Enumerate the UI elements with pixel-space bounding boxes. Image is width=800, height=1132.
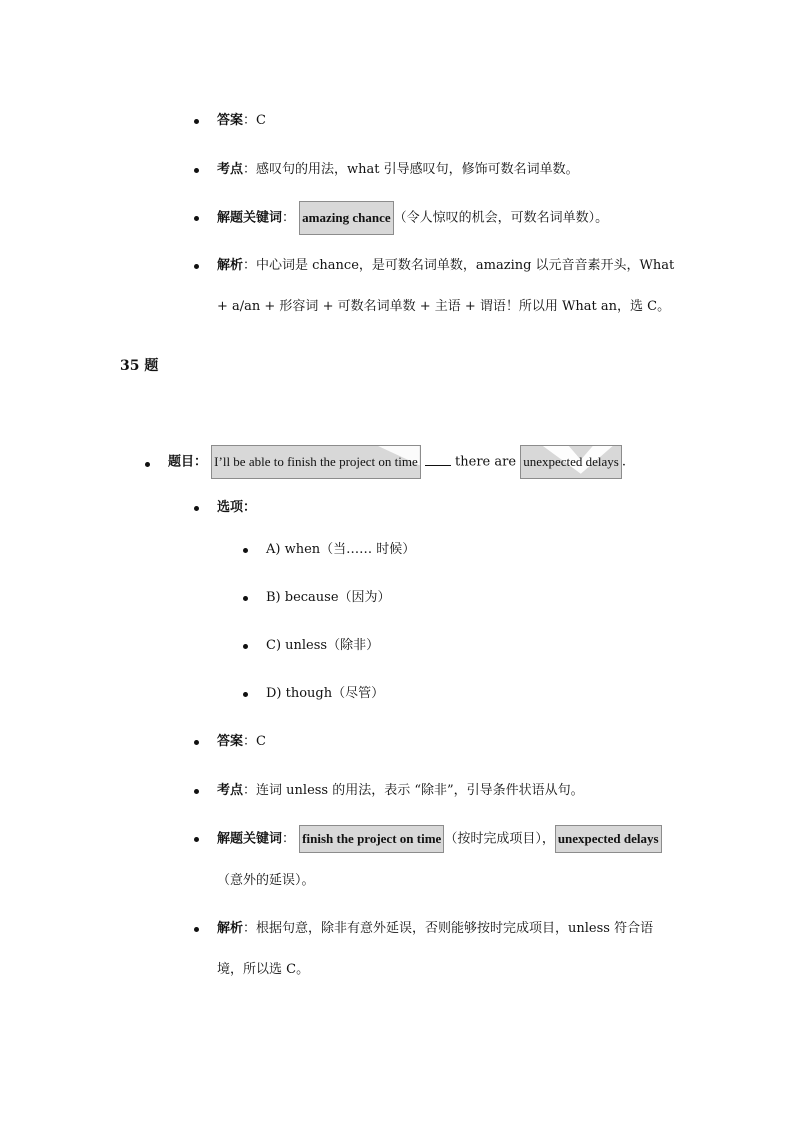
point-item: [217, 160, 579, 180]
stem-highlight-2: [520, 445, 622, 479]
analysis-item: [217, 919, 653, 939]
point-text: 连词 unless 的用法，表示 “除非”，引导条件状语从句。: [256, 783, 584, 798]
bullet: [145, 462, 150, 467]
option-c: C) unless（除非）: [266, 638, 380, 653]
stem-highlight-1: [211, 445, 421, 479]
keyword-highlight: amazing chance: [299, 201, 393, 235]
answer-item: [217, 111, 266, 131]
answer-value: C: [256, 734, 266, 749]
keyword-item: [217, 825, 662, 853]
point-text: 感叹句的用法，what 引导感叹句，修饰可数名词单数。: [256, 162, 579, 177]
answer-item: [217, 732, 266, 752]
option-d: D) though（尽管）: [266, 686, 385, 701]
bullet: [194, 216, 199, 221]
answer-blank: [425, 451, 451, 466]
question-heading: 35 题: [120, 358, 159, 374]
point-label: 考点: [217, 783, 244, 798]
option-b: B) because（因为）: [266, 590, 391, 605]
bullet: [194, 264, 199, 269]
point-label: 考点: [217, 162, 244, 177]
keyword-mid: （按时完成项目），: [444, 831, 555, 847]
answer-sep: ：: [243, 113, 257, 128]
bullet: [194, 740, 199, 745]
analysis-label: 解析: [217, 921, 244, 936]
analysis-line-2: 境，所以选 C。: [217, 962, 310, 977]
analysis-line-1: ：中心词是 chance，是可数名词单数，amazing 以元音音素开头，What: [243, 258, 675, 273]
point-sep: ：: [243, 162, 257, 177]
bullet: [243, 692, 248, 697]
answer-sep: ：: [243, 734, 257, 749]
answer-value: C: [256, 113, 266, 128]
keyword-label: 解题关键词: [217, 210, 283, 226]
stem-mid: there are: [450, 454, 521, 470]
options-label: 选项: [217, 500, 244, 515]
bullet: [194, 927, 199, 932]
bullet: [243, 596, 248, 601]
analysis-label: 解析: [217, 258, 244, 273]
bullet: [243, 548, 248, 553]
keyword-sep: ：: [282, 831, 296, 847]
bullet: [194, 789, 199, 794]
bullet: [194, 837, 199, 842]
analysis-line-1: ：根据句意，除非有意外延误，否则能够按时完成项目，unless 符合语: [243, 921, 654, 936]
analysis-line-2: + a/an + 形容词 + 可数名词单数 + 主语 + 谓语！所以用 What an，选 C。: [217, 299, 671, 314]
keyword-highlight-1: finish the project on time: [299, 825, 444, 853]
stem-highlight-2-text: unexpected delays: [523, 454, 619, 469]
point-sep: ：: [243, 783, 257, 798]
stem-end: .: [621, 454, 626, 470]
keyword-line-2: （意外的延误）。: [217, 873, 315, 888]
options-item: [217, 498, 256, 518]
bullet: [243, 644, 248, 649]
bullet: [194, 506, 199, 511]
analysis-item: [217, 256, 674, 276]
stem-item: [168, 445, 626, 479]
bullet: [194, 168, 199, 173]
bullet: [194, 119, 199, 124]
keyword-text: （令人惊叹的机会，可数名词单数）。: [393, 210, 609, 226]
point-item: [217, 781, 584, 801]
stem-label: 题目: [168, 454, 195, 470]
keyword-item: [217, 201, 608, 235]
answer-label: 答案: [217, 113, 244, 128]
stem-highlight-1-text: I’ll be able to finish the project on time: [214, 454, 418, 469]
keyword-highlight-2: unexpected delays: [555, 825, 662, 853]
keyword-label: 解题关键词: [217, 831, 283, 847]
options-sep: ：: [243, 500, 257, 515]
keyword-sep: ：: [282, 210, 296, 226]
option-a: A) when（当…… 时候）: [266, 542, 416, 557]
answer-label: 答案: [217, 734, 244, 749]
stem-sep: ：: [194, 454, 208, 470]
